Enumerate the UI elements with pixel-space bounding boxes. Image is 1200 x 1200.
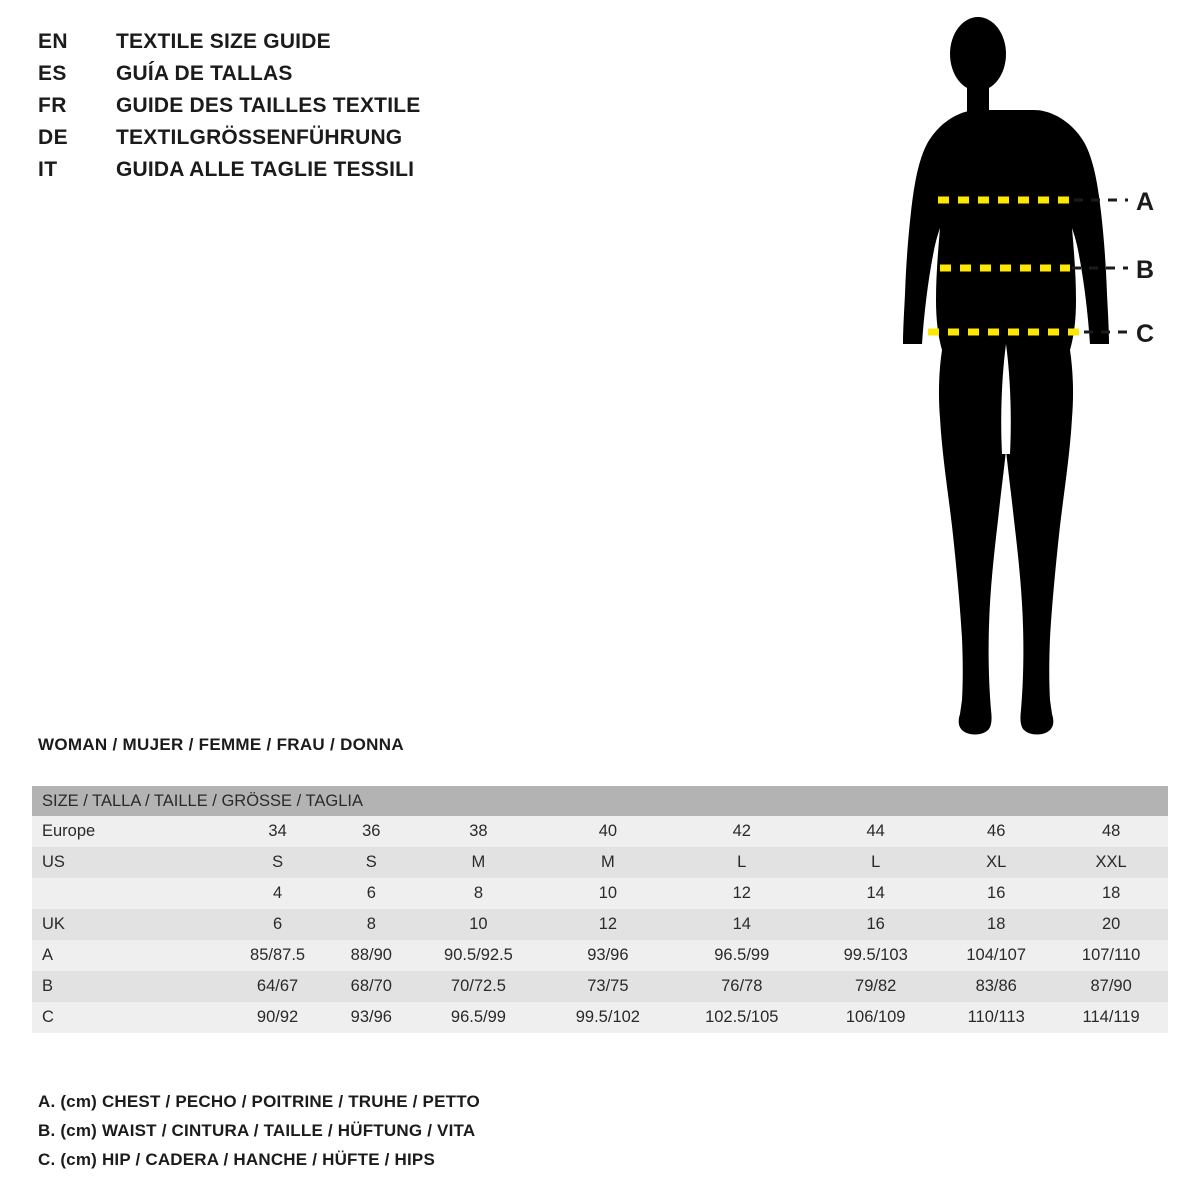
cell: M: [600, 853, 615, 871]
cell: 90/92: [256, 1008, 299, 1026]
cell: 20: [1101, 915, 1121, 933]
cell: L: [737, 853, 747, 871]
row-label-us-numeric: [32, 878, 224, 909]
cell: XXL: [1095, 853, 1127, 871]
cell: 76/78: [721, 977, 763, 995]
title-row-es: [38, 62, 558, 92]
cell: 16: [866, 915, 885, 933]
cell: 12: [732, 884, 751, 902]
cell: 4: [272, 884, 283, 902]
cell: 99.5/103: [843, 946, 908, 964]
table-row: [32, 847, 1168, 878]
title-row-en: [38, 30, 558, 60]
cell: 6: [366, 884, 376, 902]
marker-label-a: A: [1136, 188, 1155, 216]
cell: 64/67: [256, 977, 299, 995]
cell: 48: [1101, 822, 1121, 840]
cell: S: [272, 853, 284, 871]
marker-label-b: B: [1136, 256, 1155, 284]
table-header-row: [32, 786, 1168, 816]
cell: 93/96: [350, 1008, 392, 1026]
row-label-b: B: [42, 977, 54, 995]
cell: 10: [469, 915, 488, 933]
legend-line-c: C. (cm) HIP / CADERA / HANCHE / HÜFTE / HIPS: [38, 1150, 436, 1169]
cell: 68/70: [350, 977, 392, 995]
cell: 114/119: [1082, 1008, 1140, 1026]
cell: M: [471, 853, 486, 871]
cell: 34: [268, 822, 287, 840]
cell: 46: [987, 822, 1006, 840]
cell: 107/110: [1081, 946, 1141, 964]
cell: 12: [598, 915, 618, 933]
cell: 73/75: [587, 977, 629, 995]
section-heading: WOMAN / MUJER / FEMME / FRAU / DONNA: [38, 735, 404, 754]
cell: 8: [366, 915, 376, 933]
title-text-en: TEXTILE SIZE GUIDE: [116, 30, 331, 53]
legend: [38, 1092, 738, 1179]
cell: 6: [272, 915, 283, 933]
cell: 96.5/99: [450, 1008, 506, 1026]
cell: 8: [473, 884, 484, 902]
title-lang-en: EN: [38, 30, 68, 53]
cell: 88/90: [350, 946, 392, 964]
cell: 96.5/99: [714, 946, 770, 964]
title-row-de: [38, 126, 558, 156]
female-silhouette-icon: [903, 17, 1109, 735]
cell: 93/96: [587, 946, 629, 964]
table-row: [32, 971, 1168, 1002]
title-lang-de: DE: [38, 126, 68, 149]
title-row-it: [38, 158, 558, 188]
cell: 10: [598, 884, 618, 902]
cell: L: [871, 853, 881, 871]
row-label-a: A: [42, 946, 54, 964]
cell: 14: [866, 884, 885, 902]
row-label-europe: Europe: [42, 822, 96, 840]
title-text-es: GUÍA DE TALLAS: [116, 62, 293, 85]
title-block: [38, 30, 558, 190]
cell: 85/87.5: [250, 946, 306, 964]
cell: 79/82: [855, 977, 897, 995]
row-label-us: US: [42, 853, 65, 871]
size-table: [32, 786, 1168, 1033]
title-text-it: GUIDA ALLE TAGLIE TESSILI: [116, 158, 415, 181]
cell: 99.5/102: [575, 1008, 640, 1026]
marker-label-c: C: [1136, 320, 1155, 348]
table-header-label: SIZE / TALLA / TAILLE / GRÖSSE / TAGLIA: [32, 786, 1168, 816]
cell: 102.5/105: [705, 1008, 779, 1026]
legend-line-b: B. (cm) WAIST / CINTURA / TAILLE / HÜFTUNG / VITA: [38, 1121, 476, 1140]
title-text-fr: GUIDE DES TAILLES TEXTILE: [116, 94, 421, 117]
cell: 42: [732, 822, 751, 840]
title-lang-fr: FR: [38, 94, 67, 117]
legend-line-a: A. (cm) CHEST / PECHO / POITRINE / TRUHE / PETTO: [38, 1092, 480, 1111]
cell: 14: [732, 915, 751, 933]
cell: S: [365, 853, 377, 871]
cell: 38: [469, 822, 488, 840]
row-label-c: C: [42, 1008, 54, 1026]
cell: 90.5/92.5: [444, 946, 513, 964]
title-row-fr: [38, 94, 558, 124]
cell: 40: [598, 822, 618, 840]
table-row: [32, 878, 1168, 909]
cell: 70/72.5: [450, 977, 506, 995]
table-row: [32, 909, 1168, 940]
cell: 106/109: [845, 1008, 906, 1026]
title-lang-it: IT: [38, 158, 58, 181]
cell: 16: [987, 884, 1006, 902]
table-row: [32, 816, 1168, 847]
title-text-de: TEXTILGRÖSSENFÜHRUNG: [116, 126, 403, 149]
cell: XL: [986, 853, 1007, 871]
table-row: [32, 940, 1168, 971]
title-lang-es: ES: [38, 62, 67, 85]
body-figure: [860, 14, 1180, 744]
row-label-uk: UK: [42, 915, 65, 933]
cell: 87/90: [1090, 977, 1132, 995]
cell: 18: [1101, 884, 1121, 902]
table-row: [32, 1002, 1168, 1033]
cell: 83/86: [975, 977, 1017, 995]
cell: 18: [987, 915, 1006, 933]
cell: 36: [362, 822, 381, 840]
cell: 110/113: [967, 1008, 1025, 1026]
cell: 104/107: [966, 946, 1027, 964]
cell: 44: [866, 822, 885, 840]
